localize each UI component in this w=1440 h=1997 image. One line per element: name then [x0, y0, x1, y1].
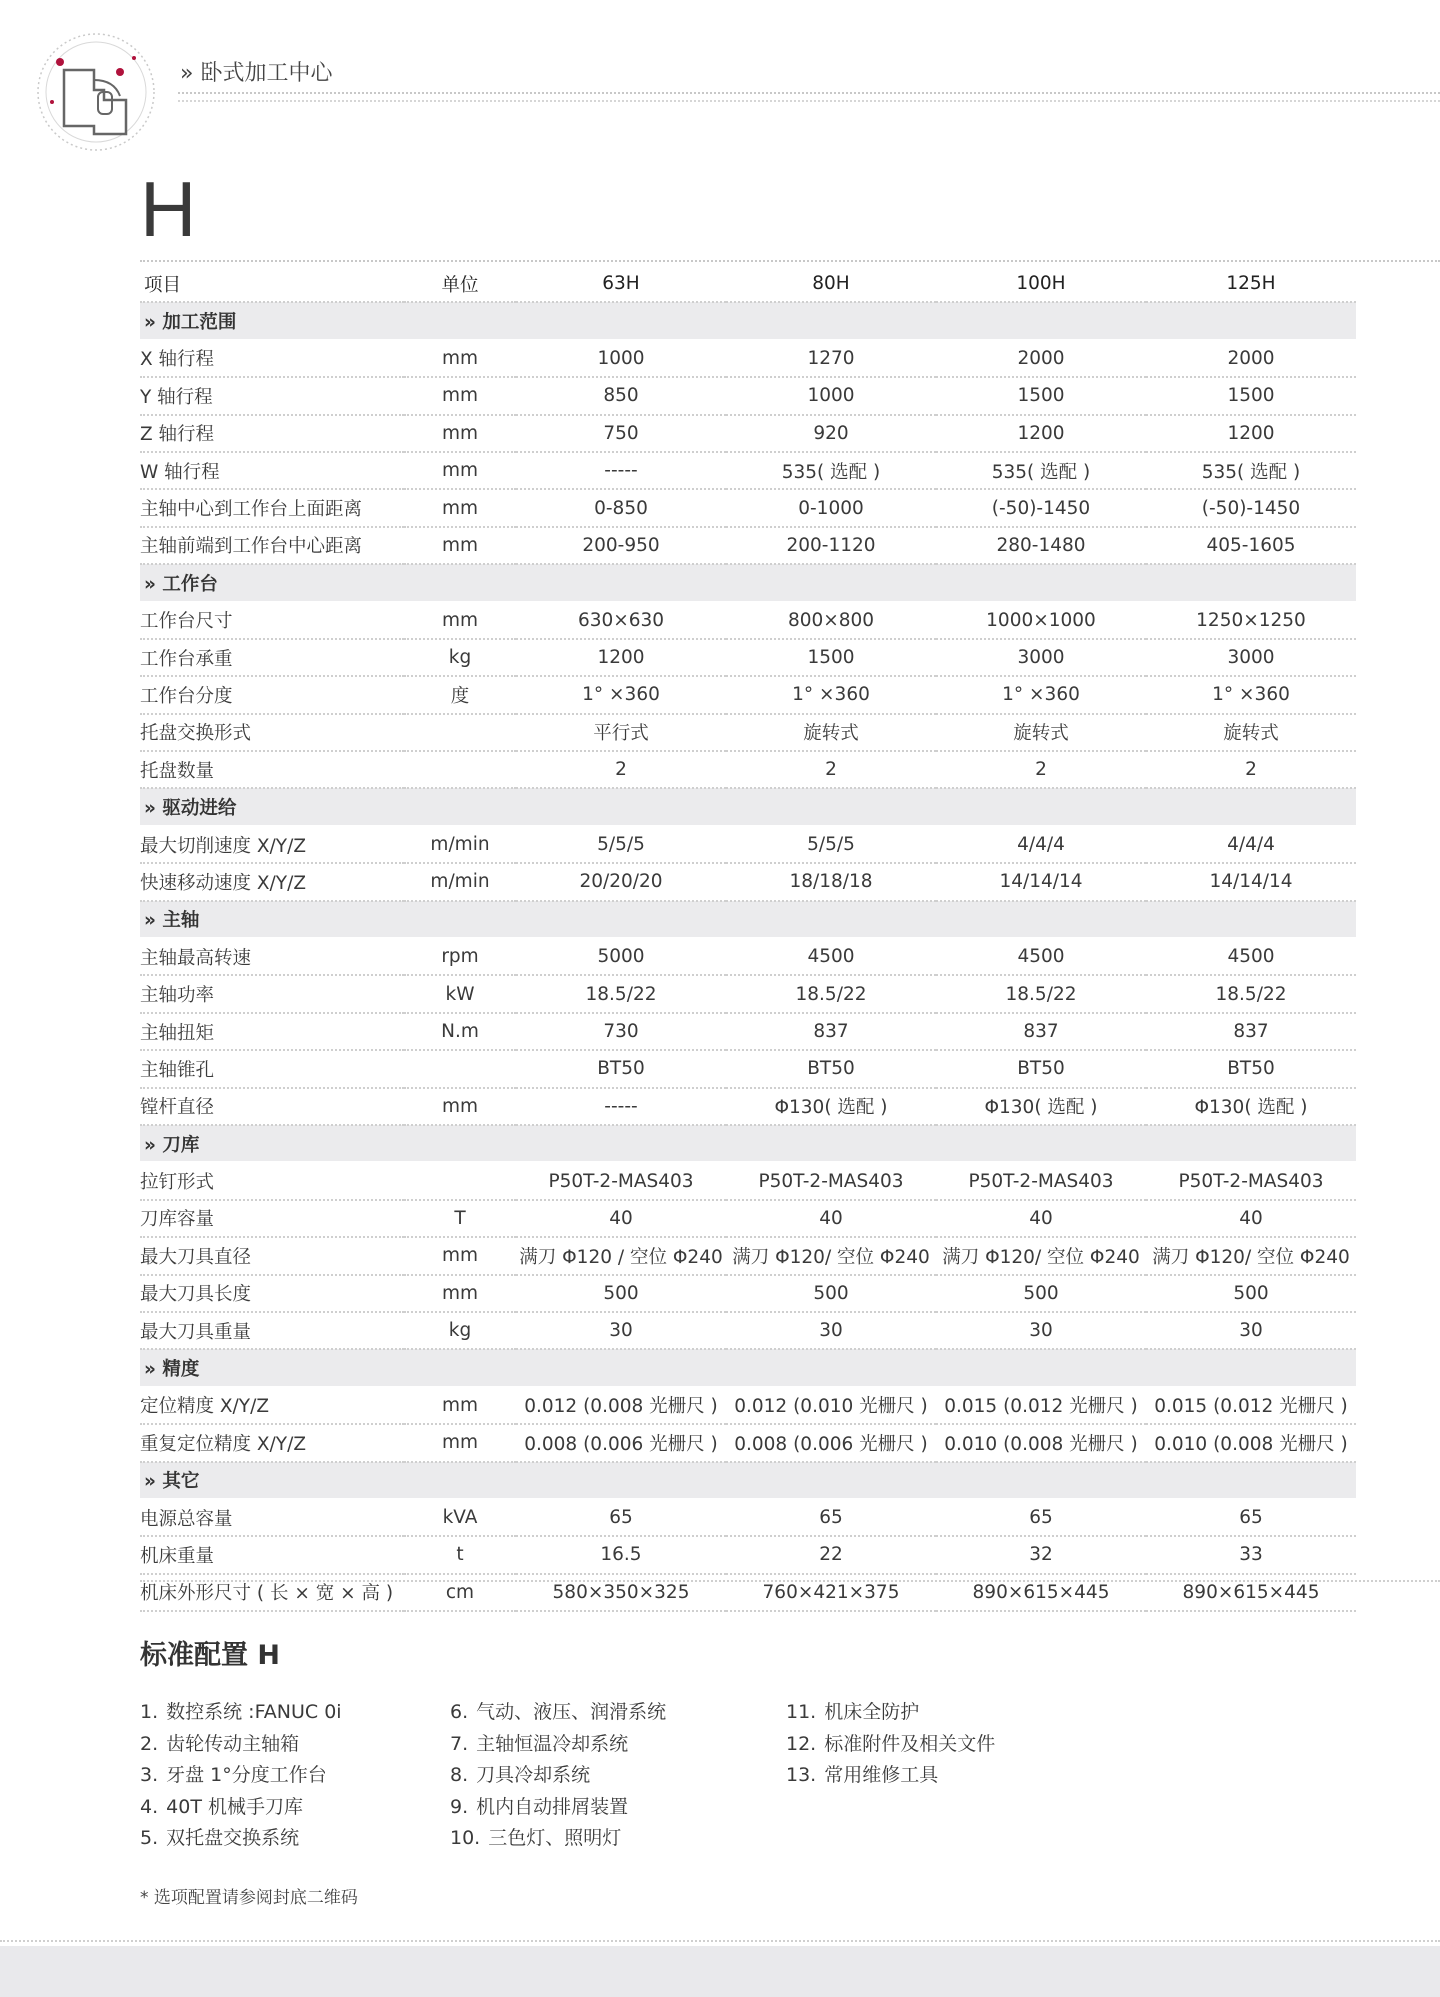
- list-item: [786, 1697, 995, 1729]
- table-row: [140, 826, 1356, 863]
- spec-value: 1270: [726, 340, 936, 377]
- spec-item: 主轴前端到工作台中心距离: [140, 527, 404, 564]
- table-row: [140, 415, 1356, 452]
- list-item-text: 数控系统 :FANUC 0i: [166, 1701, 342, 1723]
- table-row: [140, 452, 1356, 489]
- list-item-number: 2.: [140, 1732, 159, 1755]
- spec-value: BT50: [516, 1050, 726, 1087]
- spec-unit: [404, 1162, 516, 1199]
- table-row: [140, 602, 1356, 639]
- spec-value: -----: [516, 452, 726, 489]
- spec-value: 890×615×445: [936, 1574, 1146, 1611]
- spec-value: (-50)-1450: [936, 489, 1146, 526]
- spec-value: 0.015 (0.012 光栅尺 ): [936, 1387, 1146, 1424]
- spec-table: [140, 266, 1356, 1612]
- list-item: [140, 1792, 342, 1824]
- spec-unit: kVA: [404, 1499, 516, 1536]
- table-row: [140, 527, 1356, 564]
- list-item-text: 标准附件及相关文件: [824, 1732, 996, 1755]
- spec-value: 65: [516, 1499, 726, 1536]
- spec-value: 1200: [936, 415, 1146, 452]
- spec-value: 500: [726, 1275, 936, 1312]
- model-series-title: H: [140, 165, 197, 253]
- spec-value: 1500: [726, 639, 936, 676]
- spec-value: 750: [516, 415, 726, 452]
- column-header: 80H: [726, 266, 936, 302]
- spec-value: 0.012 (0.010 光栅尺 ): [726, 1387, 936, 1424]
- spec-value: 920: [726, 415, 936, 452]
- spec-value: 837: [726, 1013, 936, 1050]
- spec-unit: mm: [404, 377, 516, 414]
- list-item-number: 7.: [450, 1732, 469, 1755]
- spec-value: 满刀 Φ120/ 空位 Φ240: [936, 1237, 1146, 1274]
- table-row: [140, 1162, 1356, 1199]
- spec-value: 0.012 (0.008 光栅尺 ): [516, 1387, 726, 1424]
- spec-value: 满刀 Φ120/ 空位 Φ240: [726, 1237, 936, 1274]
- group-title: » 加工范围: [140, 302, 1356, 339]
- spec-value: 760×421×375: [726, 1574, 936, 1611]
- spec-value: 1500: [936, 377, 1146, 414]
- group-title: » 刀库: [140, 1125, 1356, 1162]
- spec-value: 1500: [1146, 377, 1356, 414]
- spec-value: -----: [516, 1088, 726, 1125]
- spec-value: 30: [1146, 1312, 1356, 1349]
- footer-divider: [0, 1940, 1440, 1942]
- list-item-number: 4.: [140, 1795, 159, 1818]
- spec-unit: mm: [404, 415, 516, 452]
- spec-item: 工作台分度: [140, 676, 404, 713]
- header-divider-secondary: [178, 100, 1440, 102]
- spec-value: 1° ×360: [936, 676, 1146, 713]
- header-divider: [178, 92, 1440, 94]
- spec-value: BT50: [1146, 1050, 1356, 1087]
- spec-unit: [404, 714, 516, 751]
- spec-value: 1000: [726, 377, 936, 414]
- spec-value: 730: [516, 1013, 726, 1050]
- table-group-row: [140, 1462, 1356, 1499]
- spec-item: 快速移动速度 X/Y/Z: [140, 863, 404, 900]
- spec-value: Φ130( 选配 ): [1146, 1088, 1356, 1125]
- spec-unit: m/min: [404, 826, 516, 863]
- list-item: [450, 1792, 666, 1824]
- spec-value: 500: [1146, 1275, 1356, 1312]
- list-item-text: 机床全防护: [824, 1701, 920, 1723]
- spec-value: 4500: [726, 938, 936, 975]
- table-row: [140, 340, 1356, 377]
- spec-value: 1° ×360: [1146, 676, 1356, 713]
- spec-value: 2000: [936, 340, 1146, 377]
- spec-value: 32: [936, 1536, 1146, 1573]
- spec-item: 主轴扭矩: [140, 1013, 404, 1050]
- table-row: [140, 489, 1356, 526]
- standard-config-title: 标准配置 H: [140, 1640, 280, 1671]
- spec-value: 22: [726, 1536, 936, 1573]
- spec-unit: kW: [404, 975, 516, 1012]
- spec-item: 最大刀具长度: [140, 1275, 404, 1312]
- spec-value: 500: [936, 1275, 1146, 1312]
- spec-value: 0.008 (0.006 光栅尺 ): [726, 1424, 936, 1461]
- spec-value: 0.015 (0.012 光栅尺 ): [1146, 1387, 1356, 1424]
- spec-value: (-50)-1450: [1146, 489, 1356, 526]
- section-label: » 卧式加工中心: [180, 61, 333, 86]
- spec-item: 拉钉形式: [140, 1162, 404, 1199]
- spec-value: P50T-2-MAS403: [726, 1162, 936, 1199]
- spec-value: 14/14/14: [936, 863, 1146, 900]
- spec-value: 1250×1250: [1146, 602, 1356, 639]
- spec-item: 镗杆直径: [140, 1088, 404, 1125]
- spec-item: 最大刀具重量: [140, 1312, 404, 1349]
- list-item-text: 齿轮传动主轴箱: [166, 1732, 300, 1755]
- spec-value: 40: [726, 1200, 936, 1237]
- footer-band: [0, 1946, 1440, 1997]
- spec-unit: T: [404, 1200, 516, 1237]
- list-item-number: 6.: [450, 1701, 469, 1723]
- spec-item: 最大切削速度 X/Y/Z: [140, 826, 404, 863]
- spec-item: W 轴行程: [140, 452, 404, 489]
- list-item-number: 10.: [450, 1827, 481, 1850]
- list-item-text: 气动、液压、润滑系统: [476, 1701, 667, 1723]
- spec-value: 30: [936, 1312, 1146, 1349]
- list-item-number: 8.: [450, 1764, 469, 1787]
- spec-unit: mm: [404, 1275, 516, 1312]
- spec-value: P50T-2-MAS403: [936, 1162, 1146, 1199]
- spec-value: 1° ×360: [516, 676, 726, 713]
- list-item: [140, 1697, 342, 1729]
- list-item: [140, 1760, 342, 1792]
- list-item-text: 常用维修工具: [824, 1764, 939, 1787]
- spec-value: 837: [1146, 1013, 1356, 1050]
- spec-item: 主轴最高转速: [140, 938, 404, 975]
- spec-value: 200-1120: [726, 527, 936, 564]
- spec-value: 3000: [1146, 639, 1356, 676]
- spec-table-body: [140, 302, 1356, 1611]
- table-row: [140, 1237, 1356, 1274]
- spec-value: 837: [936, 1013, 1146, 1050]
- list-item-text: 牙盘 1°分度工作台: [166, 1764, 327, 1787]
- spec-value: 630×630: [516, 602, 726, 639]
- spec-item: 主轴中心到工作台上面距离: [140, 489, 404, 526]
- spec-unit: mm: [404, 602, 516, 639]
- spec-value: 30: [726, 1312, 936, 1349]
- spec-value: 20/20/20: [516, 863, 726, 900]
- spec-item: 刀库容量: [140, 1200, 404, 1237]
- spec-value: 4500: [936, 938, 1146, 975]
- list-item-number: 9.: [450, 1795, 469, 1818]
- list-item-text: 主轴恒温冷却系统: [476, 1732, 629, 1755]
- spec-value: 18.5/22: [726, 975, 936, 1012]
- spec-value: 1000: [516, 340, 726, 377]
- spec-value: BT50: [726, 1050, 936, 1087]
- spec-item: 机床重量: [140, 1536, 404, 1573]
- group-title: » 精度: [140, 1349, 1356, 1386]
- table-row: [140, 1275, 1356, 1312]
- spec-item: 主轴锥孔: [140, 1050, 404, 1087]
- table-row: [140, 751, 1356, 788]
- spec-unit: [404, 1050, 516, 1087]
- table-header-row: [140, 266, 1356, 302]
- spec-value: 65: [1146, 1499, 1356, 1536]
- spec-item: 主轴功率: [140, 975, 404, 1012]
- spec-value: 18.5/22: [516, 975, 726, 1012]
- spec-value: 2: [726, 751, 936, 788]
- table-group-row: [140, 901, 1356, 938]
- column-header: 63H: [516, 266, 726, 302]
- spec-unit: mm: [404, 452, 516, 489]
- spec-value: P50T-2-MAS403: [516, 1162, 726, 1199]
- spec-value: 18.5/22: [1146, 975, 1356, 1012]
- spec-value: 4500: [1146, 938, 1356, 975]
- spec-value: 580×350×325: [516, 1574, 726, 1611]
- spec-value: 18/18/18: [726, 863, 936, 900]
- group-title: » 工作台: [140, 564, 1356, 601]
- table-row: [140, 377, 1356, 414]
- spec-unit: mm: [404, 1088, 516, 1125]
- section-logo-icon: [34, 30, 164, 160]
- spec-value: 535( 选配 ): [726, 452, 936, 489]
- spec-item: 托盘数量: [140, 751, 404, 788]
- table-row: [140, 639, 1356, 676]
- spec-unit: t: [404, 1536, 516, 1573]
- table-row: [140, 863, 1356, 900]
- spec-unit: mm: [404, 340, 516, 377]
- list-item-number: 3.: [140, 1764, 159, 1787]
- spec-unit: rpm: [404, 938, 516, 975]
- column-header: 100H: [936, 266, 1146, 302]
- spec-value: 4/4/4: [936, 826, 1146, 863]
- spec-value: 2: [936, 751, 1146, 788]
- standard-config-column: [140, 1697, 342, 1855]
- spec-value: Φ130( 选配 ): [726, 1088, 936, 1125]
- spec-unit: kg: [404, 639, 516, 676]
- spec-item: 工作台尺寸: [140, 602, 404, 639]
- spec-value: 5000: [516, 938, 726, 975]
- table-row: [140, 1536, 1356, 1573]
- spec-value: 2: [1146, 751, 1356, 788]
- list-item: [786, 1760, 995, 1792]
- spec-value: 0-850: [516, 489, 726, 526]
- spec-value: 850: [516, 377, 726, 414]
- column-header: 125H: [1146, 266, 1356, 302]
- spec-value: BT50: [936, 1050, 1146, 1087]
- spec-value: 0-1000: [726, 489, 936, 526]
- table-row: [140, 1312, 1356, 1349]
- table-end-divider: [140, 1580, 1440, 1582]
- list-item-number: 5.: [140, 1827, 159, 1850]
- spec-unit: mm: [404, 1237, 516, 1274]
- spec-value: 满刀 Φ120 / 空位 Φ240: [516, 1237, 726, 1274]
- spec-item: 电源总容量: [140, 1499, 404, 1536]
- spec-value: 平行式: [516, 714, 726, 751]
- spec-value: 0.008 (0.006 光栅尺 ): [516, 1424, 726, 1461]
- spec-value: 535( 选配 ): [1146, 452, 1356, 489]
- table-row: [140, 714, 1356, 751]
- list-item: [140, 1823, 342, 1855]
- group-title: » 主轴: [140, 901, 1356, 938]
- spec-unit: kg: [404, 1312, 516, 1349]
- spec-value: 旋转式: [936, 714, 1146, 751]
- table-group-row: [140, 1125, 1356, 1162]
- spec-unit: mm: [404, 1387, 516, 1424]
- list-item: [786, 1729, 995, 1761]
- table-group-row: [140, 302, 1356, 339]
- spec-value: 800×800: [726, 602, 936, 639]
- list-item: [450, 1697, 666, 1729]
- list-item-number: 13.: [786, 1764, 817, 1787]
- spec-unit: mm: [404, 489, 516, 526]
- table-row: [140, 1499, 1356, 1536]
- list-item-text: 三色灯、照明灯: [488, 1827, 622, 1850]
- spec-unit: 度: [404, 676, 516, 713]
- group-title: » 驱动进给: [140, 788, 1356, 825]
- list-item: [450, 1823, 666, 1855]
- spec-value: 65: [726, 1499, 936, 1536]
- table-row: [140, 1088, 1356, 1125]
- spec-value: 1000×1000: [936, 602, 1146, 639]
- table-group-row: [140, 1349, 1356, 1386]
- spec-value: 33: [1146, 1536, 1356, 1573]
- spec-item: 定位精度 X/Y/Z: [140, 1387, 404, 1424]
- spec-value: 0.010 (0.008 光栅尺 ): [936, 1424, 1146, 1461]
- spec-item: 托盘交换形式: [140, 714, 404, 751]
- spec-item: 重复定位精度 X/Y/Z: [140, 1424, 404, 1461]
- spec-item: Y 轴行程: [140, 377, 404, 414]
- spec-value: 200-950: [516, 527, 726, 564]
- standard-config-column: [786, 1697, 995, 1792]
- spec-value: Φ130( 选配 ): [936, 1088, 1146, 1125]
- spec-value: 280-1480: [936, 527, 1146, 564]
- spec-value: 5/5/5: [516, 826, 726, 863]
- spec-unit: mm: [404, 1424, 516, 1461]
- spec-value: 65: [936, 1499, 1146, 1536]
- spec-value: 4/4/4: [1146, 826, 1356, 863]
- list-item-text: 40T 机械手刀库: [166, 1795, 303, 1818]
- spec-unit: N.m: [404, 1013, 516, 1050]
- list-item-text: 双托盘交换系统: [166, 1827, 300, 1850]
- list-item-number: 12.: [786, 1732, 817, 1755]
- spec-value: 1° ×360: [726, 676, 936, 713]
- spec-value: 18.5/22: [936, 975, 1146, 1012]
- spec-value: 3000: [936, 639, 1146, 676]
- table-group-row: [140, 564, 1356, 601]
- spec-value: 旋转式: [1146, 714, 1356, 751]
- spec-value: 旋转式: [726, 714, 936, 751]
- spec-value: 5/5/5: [726, 826, 936, 863]
- spec-value: 40: [1146, 1200, 1356, 1237]
- title-divider: [140, 260, 1440, 262]
- spec-value: 40: [516, 1200, 726, 1237]
- table-row: [140, 1013, 1356, 1050]
- group-title: » 其它: [140, 1462, 1356, 1499]
- list-item: [140, 1729, 342, 1761]
- spec-value: 30: [516, 1312, 726, 1349]
- list-item-number: 1.: [140, 1701, 159, 1723]
- spec-value: 14/14/14: [1146, 863, 1356, 900]
- spec-unit: mm: [404, 527, 516, 564]
- spec-value: 890×615×445: [1146, 1574, 1356, 1611]
- spec-value: 500: [516, 1275, 726, 1312]
- spec-item: X 轴行程: [140, 340, 404, 377]
- spec-value: 0.010 (0.008 光栅尺 ): [1146, 1424, 1356, 1461]
- list-item-number: 11.: [786, 1701, 817, 1723]
- spec-value: 2000: [1146, 340, 1356, 377]
- list-item: [450, 1729, 666, 1761]
- spec-value: 1200: [1146, 415, 1356, 452]
- table-group-row: [140, 788, 1356, 825]
- table-row: [140, 676, 1356, 713]
- table-row: [140, 1050, 1356, 1087]
- table-row: [140, 1200, 1356, 1237]
- spec-unit: [404, 751, 516, 788]
- spec-value: 2: [516, 751, 726, 788]
- spec-value: 405-1605: [1146, 527, 1356, 564]
- spec-value: 40: [936, 1200, 1146, 1237]
- table-row: [140, 938, 1356, 975]
- spec-unit: cm: [404, 1574, 516, 1611]
- spec-value: 535( 选配 ): [936, 452, 1146, 489]
- list-item-text: 机内自动排屑装置: [476, 1795, 629, 1818]
- spec-item: 机床外形尺寸 ( 长 × 宽 × 高 ): [140, 1574, 404, 1611]
- spec-value: 满刀 Φ120/ 空位 Φ240: [1146, 1237, 1356, 1274]
- spec-unit: m/min: [404, 863, 516, 900]
- column-header: 项目: [140, 266, 404, 302]
- spec-value: P50T-2-MAS403: [1146, 1162, 1356, 1199]
- footnote: * 选项配置请参阅封底二维码: [140, 1888, 358, 1908]
- column-header: 单位: [404, 266, 516, 302]
- table-row: [140, 1424, 1356, 1461]
- spec-item: 最大刀具直径: [140, 1237, 404, 1274]
- list-item: [450, 1760, 666, 1792]
- spec-item: Z 轴行程: [140, 415, 404, 452]
- table-row: [140, 975, 1356, 1012]
- spec-value: 1200: [516, 639, 726, 676]
- spec-value: 16.5: [516, 1536, 726, 1573]
- list-item-text: 刀具冷却系统: [476, 1764, 591, 1787]
- spec-item: 工作台承重: [140, 639, 404, 676]
- standard-config-column: [450, 1697, 666, 1855]
- table-row: [140, 1387, 1356, 1424]
